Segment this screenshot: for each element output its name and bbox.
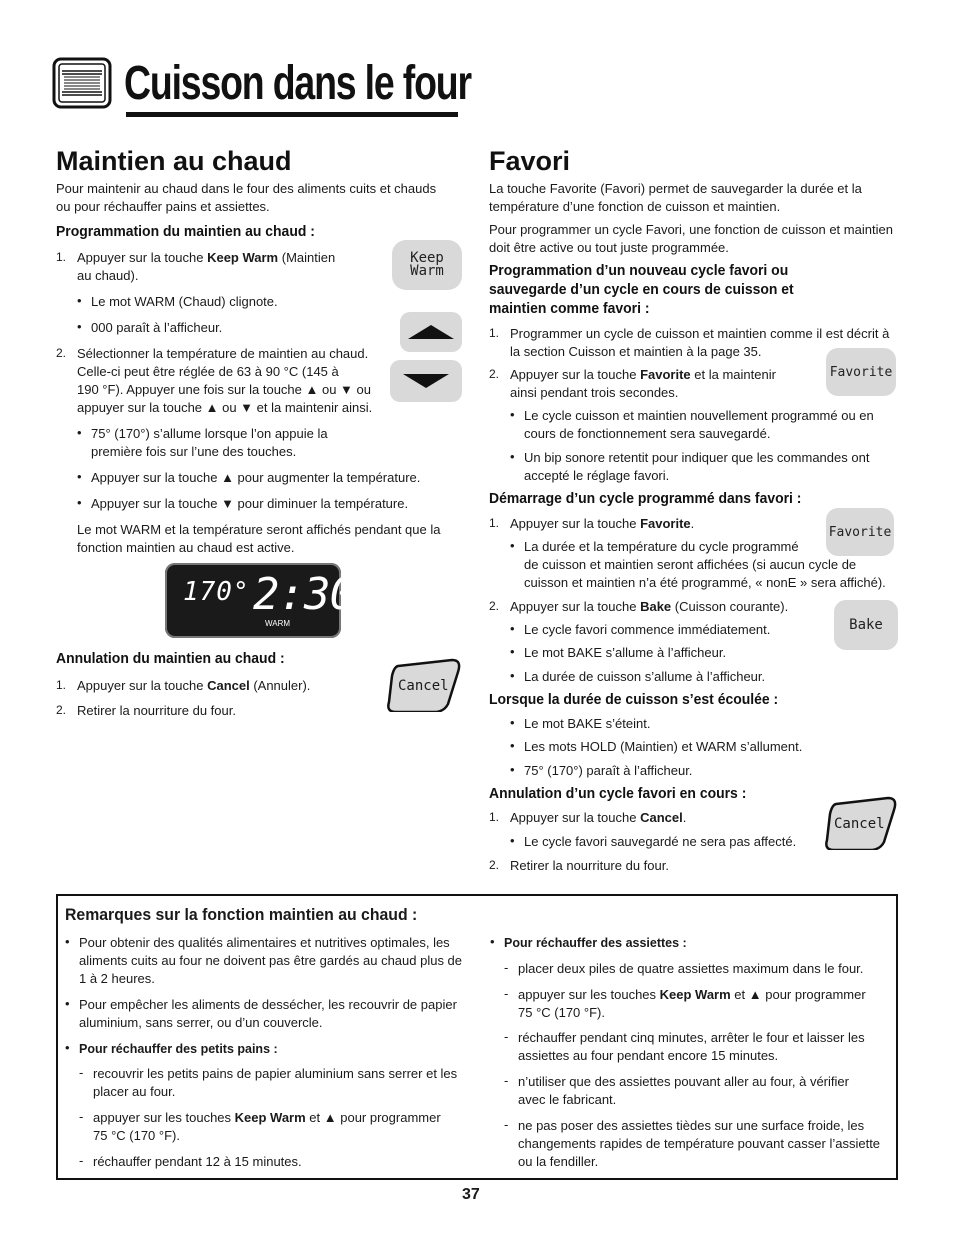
step-number: 2. <box>489 599 500 613</box>
subheading-line: maintien comme favori : <box>489 300 650 317</box>
step-number: 1. <box>56 250 67 264</box>
key-label: Cancel <box>834 816 885 832</box>
favorite-key <box>826 348 896 396</box>
step-text: Sélectionner la température de maintien au chaud. <box>77 346 369 361</box>
bullet-mark: • <box>510 833 515 848</box>
arrow-up-key <box>400 312 462 352</box>
bullet-mark: • <box>510 738 515 753</box>
step-text <box>77 249 335 267</box>
bullet-text: Le mot BAKE s’allume à l’afficheur. <box>524 645 727 660</box>
key-name: Bake <box>640 599 672 614</box>
display-time: 2:30 <box>253 569 355 620</box>
text-segment: (Annuler). <box>249 678 311 693</box>
note-text: 75 °C (170 °F). <box>93 1128 180 1143</box>
bullet-text: accepté le réglage favori. <box>524 468 670 483</box>
section-title-favori: Favori <box>489 146 571 176</box>
note-subheading: Pour réchauffer des petits pains : <box>79 1042 278 1056</box>
oven-icon <box>52 57 112 109</box>
bullet-mark: • <box>510 621 515 636</box>
step-text: appuyer sur la touche ▲ ou ▼ et la maintenir ainsi. <box>77 400 373 415</box>
text-segment: appuyer sur les touches <box>518 987 660 1002</box>
note-text: réchauffer pendant cinq minutes, arrêter le four et laisser les <box>518 1030 865 1045</box>
key-label: Keep <box>410 250 444 266</box>
text-segment: appuyer sur les touches <box>93 1110 235 1125</box>
arrow-up-icon <box>408 325 454 339</box>
bullet-text: cours de fonctionnement sera sauvegardé. <box>524 426 771 441</box>
bullet-mark: • <box>510 668 515 683</box>
step-text-line2: au chaud). <box>77 268 139 283</box>
note-text: aliments cuits au four ne doivent pas être gardés au chaud plus de <box>79 953 463 968</box>
display-warm-label: WARM <box>265 619 291 628</box>
cancel-key-2 <box>824 796 898 850</box>
text-segment: Appuyer sur la touche <box>77 250 208 265</box>
bullet-mark: • <box>77 469 82 484</box>
bullet-text: Le cycle favori sauvegardé ne sera pas affecté. <box>524 834 797 849</box>
bullet-mark: • <box>65 996 70 1011</box>
step-text <box>510 515 694 533</box>
intro-line-1: Pour maintenir au chaud dans le four des aliments cuits et chauds <box>56 181 437 196</box>
display-temperature: 170° <box>183 577 250 607</box>
bullet-mark: • <box>77 319 82 334</box>
bullet-text: Le cycle favori commence immédiatement. <box>524 622 771 637</box>
text-segment: Appuyer sur la touche <box>510 599 641 614</box>
dash-mark: - <box>504 1073 509 1088</box>
text-segment: et ▲ pour programmer <box>305 1110 441 1125</box>
page-title: Cuisson dans le four <box>124 57 471 110</box>
bullet-text: Le cycle cuisson et maintien nouvellement programmé ou en <box>524 408 874 423</box>
step-number: 1. <box>489 810 500 824</box>
favorite-key-2 <box>826 508 894 556</box>
key-name: Cancel <box>207 678 250 693</box>
step-text: Retirer la nourriture du four. <box>510 858 669 873</box>
subheading-line: sauvegarde d’un cycle en cours de cuisson et <box>489 281 794 298</box>
step-text: Celle-ci peut être réglée de 63 à 90 °C (145 à <box>77 364 339 379</box>
bullet-mark: • <box>510 407 515 422</box>
bullet-text: cuisson et maintien n’a été programmé, « nonE » sera affiché). <box>524 575 886 590</box>
text-segment: Appuyer sur la touche <box>510 516 641 531</box>
note-text: ne pas poser des assiettes tièdes sur une surface froide, les <box>518 1118 865 1133</box>
arrow-down-key <box>390 360 462 402</box>
paragraph-line: température d’une fonction de cuisson et maintien. <box>489 199 781 214</box>
step-number: 2. <box>489 858 500 872</box>
keep-warm-key <box>392 240 462 290</box>
bullet-mark: • <box>490 934 495 949</box>
bullet-text: Un bip sonore retentit pour indiquer que les commandes ont <box>524 450 870 465</box>
bullet-mark: • <box>65 934 70 949</box>
note-text <box>93 1109 441 1127</box>
dash-mark: - <box>79 1109 84 1124</box>
note-text: placer au four. <box>93 1084 176 1099</box>
bullet-text: 75° (170°) paraît à l’afficheur. <box>524 763 693 778</box>
bullet-text: Le mot BAKE s’éteint. <box>524 716 651 731</box>
key-label: Bake <box>849 617 883 633</box>
step-text <box>510 366 776 384</box>
bullet-mark: • <box>510 715 515 730</box>
dash-mark: - <box>79 1153 84 1168</box>
step-text: 190 °F). Appuyer une fois sur la touche ▲ ou ▼ ou <box>77 382 371 397</box>
bullet-text: La durée et la température du cycle programmé <box>524 539 799 554</box>
key-name: Keep Warm <box>234 1110 306 1125</box>
subheading-duree: Lorsque la durée de cuisson s’est écoulée : <box>489 691 779 708</box>
step-number: 1. <box>56 678 67 692</box>
note-text: recouvrir les petits pains de papier aluminium sans serrer et les <box>93 1066 458 1081</box>
bullet-text: 75° (170°) s’allume lorsque l’on appuie la <box>91 426 328 441</box>
note-text: changements rapides de température pouvant casser l’assiette <box>518 1136 881 1151</box>
text-segment: et la maintenir <box>690 367 776 382</box>
key-label: Favorite <box>828 524 892 540</box>
key-name: Favorite <box>640 367 691 382</box>
key-name: Keep Warm <box>207 250 279 265</box>
step-text <box>77 677 310 695</box>
note-text: 1 à 2 heures. <box>79 971 155 986</box>
bullet-mark: • <box>77 495 82 510</box>
key-label: Cancel <box>398 678 449 694</box>
note-text: ou la fendiller. <box>518 1154 599 1169</box>
paragraph-line: doit être active ou tout juste programmée. <box>489 240 729 255</box>
note-text <box>518 986 866 1004</box>
oven-display <box>165 563 355 638</box>
note-text: assiettes au four pendant encore 15 minutes. <box>518 1048 779 1063</box>
intro-line-2: ou pour réchauffer pains et assiettes. <box>56 199 270 214</box>
bullet-text: de cuisson et maintien seront affichées (si aucun cycle de <box>524 557 857 572</box>
note-text: réchauffer pendant 12 à 15 minutes. <box>93 1154 302 1169</box>
dash-mark: - <box>504 1029 509 1044</box>
text-segment: Appuyer sur la touche <box>77 678 208 693</box>
dash-mark: - <box>504 1117 509 1132</box>
subheading-annulation-favori: Annulation d’un cycle favori en cours : <box>489 785 747 802</box>
note-text: Le mot WARM et la température seront affichés pendant que la <box>77 522 441 537</box>
note-text: fonction maintien au chaud est active. <box>77 540 295 555</box>
arrow-down-icon <box>403 374 449 388</box>
bullet-mark: • <box>510 449 515 464</box>
note-text: placer deux piles de quatre assiettes maximum dans le four. <box>518 961 864 976</box>
key-name: Cancel <box>640 810 683 825</box>
section-title-maintien: Maintien au chaud <box>56 146 292 176</box>
bullet-text: Le mot WARM (Chaud) clignote. <box>91 294 278 309</box>
note-text: Pour obtenir des qualités alimentaires et nutritives optimales, les <box>79 935 450 950</box>
text-segment: (Cuisson courante). <box>671 599 789 614</box>
bullet-mark: • <box>77 293 82 308</box>
text-segment: . <box>690 516 695 531</box>
bullet-mark: • <box>510 538 515 553</box>
step-number: 1. <box>489 326 500 340</box>
text-segment: (Maintien <box>278 250 336 265</box>
subheading-line: Programmation d’un nouveau cycle favori ou <box>489 262 789 279</box>
note-text: avec le fabricant. <box>518 1092 617 1107</box>
note-subheading: Pour réchauffer des assiettes : <box>504 936 687 950</box>
note-text: n’utiliser que des assiettes pouvant aller au four, à vérifier <box>518 1074 849 1089</box>
note-text: aluminium, sans serrer, ou d’un couvercle. <box>79 1015 323 1030</box>
key-label: Warm <box>410 263 444 279</box>
step-text-line2: ainsi pendant trois secondes. <box>510 385 679 400</box>
bullet-text: première fois sur l’une des touches. <box>91 444 297 459</box>
bullet-text: 000 paraît à l’afficheur. <box>91 320 223 335</box>
step-text: Programmer un cycle de cuisson et maintien comme il est décrit à <box>510 326 890 341</box>
subheading-annulation: Annulation du maintien au chaud : <box>56 650 285 667</box>
subheading-programmation: Programmation du maintien au chaud : <box>56 223 315 240</box>
text-segment: Appuyer sur la touche <box>510 367 641 382</box>
step-number: 2. <box>56 346 67 360</box>
step-number: 2. <box>489 367 500 381</box>
text-segment: . <box>682 810 687 825</box>
paragraph-line: Pour programmer un cycle Favori, une fonction de cuisson et maintien <box>489 222 893 237</box>
bullet-text: La durée de cuisson s’allume à l’afficheur. <box>524 669 766 684</box>
step-number: 2. <box>56 703 67 717</box>
notes-title: Remarques sur la fonction maintien au chaud : <box>65 905 418 924</box>
bullet-text: Appuyer sur la touche ▲ pour augmenter la température. <box>91 470 421 485</box>
dash-mark: - <box>79 1065 84 1080</box>
text-segment: Appuyer sur la touche <box>510 810 641 825</box>
dash-mark: - <box>504 960 509 975</box>
note-text: Pour empêcher les aliments de dessécher, les recouvrir de papier <box>79 997 457 1012</box>
page-number: 37 <box>462 1186 480 1203</box>
dash-mark: - <box>504 986 509 1001</box>
paragraph-line: La touche Favorite (Favori) permet de sauvegarder la durée et la <box>489 181 862 196</box>
title-underline <box>126 112 458 117</box>
key-label: Favorite <box>829 364 893 380</box>
step-text <box>510 598 788 616</box>
bullet-mark: • <box>77 425 82 440</box>
subheading-demarrage: Démarrage d’un cycle programmé dans favori : <box>489 490 802 507</box>
bullet-text: Appuyer sur la touche ▼ pour diminuer la température. <box>91 496 409 511</box>
bullet-mark: • <box>510 644 515 659</box>
bullet-mark: • <box>65 1040 70 1055</box>
bake-key <box>834 600 898 650</box>
step-text: Retirer la nourriture du four. <box>77 703 236 718</box>
key-name: Keep Warm <box>659 987 731 1002</box>
step-text: la section Cuisson et maintien à la page 35. <box>510 344 762 359</box>
step-number: 1. <box>489 516 500 530</box>
cancel-key <box>386 658 462 712</box>
bullet-mark: • <box>510 762 515 777</box>
note-text: 75 °C (170 °F). <box>518 1005 605 1020</box>
key-name: Favorite <box>640 516 691 531</box>
bullet-text: Les mots HOLD (Maintien) et WARM s’allument. <box>524 739 803 754</box>
text-segment: et ▲ pour programmer <box>730 987 866 1002</box>
step-text <box>510 809 686 827</box>
